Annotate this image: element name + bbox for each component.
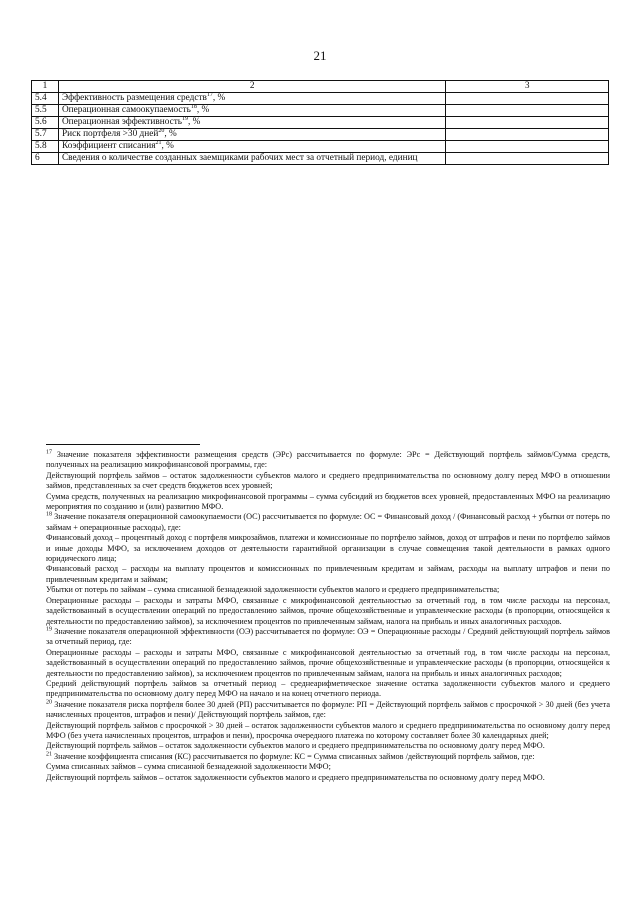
footnote-ref: 21	[155, 139, 162, 146]
row-label-text: Операционная самоокупаемость	[61, 105, 191, 115]
footnote-mark: 18	[46, 511, 52, 518]
footnote-text: Действующий портфель займов – остаток задолженности субъектов малого и среднего предпринимательства по основному долгу перед МФО в отношении займов, представленных за счет средств бюджетов всех уровней;	[46, 470, 610, 491]
row-number: 5.5	[32, 105, 59, 117]
footnote-text: Операционные расходы – расходы и затраты МФО, связанные с микрофинансовой деятельностью за отчетный год, в том числе расходы на персонал, задействованный в осуществлении операций по предоставлению займов, прочие общехозяйственные и управленческие расходы (в пропорции, относящейся к деятельности по предоставлению займов), за исключением процентов по привлеченным займам, налога на прибыль и иных аналогичных расходов;	[46, 647, 610, 678]
footnote-text: Средний действующий портфель займов за отчетный период – среднеарифметическое значение остатка задолженности субъектов малого и среднего предпринимательства по основному долгу перед МФО на начало и на конец отчетного периода.	[46, 678, 610, 699]
row-label	[58, 141, 445, 153]
footnote-mark: 20	[46, 699, 52, 706]
row-number: 5.4	[32, 93, 59, 105]
footnote-mark: 21	[46, 751, 52, 758]
row-value	[446, 153, 609, 165]
footnote-ref: 17	[206, 91, 213, 98]
table-row	[32, 117, 609, 129]
row-label-text: Коэффициент списания	[61, 141, 156, 151]
footnote-21: $^{21}$ Значение коэффициента списания (КС) рассчитывается по формуле: КС = Сумма списанных займов /действующий портфель займов, где:	[46, 751, 535, 761]
row-value	[446, 93, 609, 105]
footnote-text: Финансовый доход – процентный доход с портфеля микрозаймов, платежи и комиссионные по портфелю займов, доход от штрафов и пени по портфелю займов и иные доходы МФО, за исключением доходов от деятельности гарантийной организации в случае совмещения такой деятельности в рамках одного юридического лица;	[46, 533, 610, 564]
column-header: 1	[32, 81, 59, 93]
footnote-separator	[46, 444, 200, 445]
row-label-text: Эффективность размещения средств	[61, 93, 207, 103]
row-number: 6	[32, 153, 59, 165]
table-row	[32, 153, 609, 165]
row-unit: , %	[164, 129, 177, 139]
footnote-text: Действующий портфель займов – остаток задолженности субъектов малого и среднего предпринимательства по основному долгу перед МФО.	[46, 772, 545, 782]
row-label	[58, 129, 445, 141]
footnote-ref: 18	[190, 103, 197, 110]
footnote-19: $^{19}$ Значение показателя операционной эффективности (ОЭ) рассчитывается по формуле: ОЭ = Операционные расходы / Средний действующий портфель займов за отчетный период, где:	[46, 626, 611, 647]
row-label-text: Операционная эффективность	[61, 117, 182, 127]
footnote-ref: 19	[182, 115, 188, 122]
footnote-text: Финансовый расход – расходы на выплату процентов и комиссионных по привлеченным кредитам и займам, расходы на выплату штрафов и пени по привлеченным кредитам и займам;	[46, 564, 610, 584]
footnote-text: Сумма средств, полученных на реализацию микрофинансовой программы – сумма субсидий из бюджетов всех уровней, предоставленных МФО на реализацию мероприятия по созданию и (или) развитию МФО.	[46, 491, 610, 512]
table-header-row	[32, 81, 609, 93]
row-value	[446, 117, 609, 129]
row-number: 5.8	[32, 141, 59, 153]
row-label-text: Риск портфеля >30 дней	[61, 129, 159, 139]
column-header: 3	[446, 81, 609, 93]
row-number: 5.6	[32, 117, 59, 129]
footnote-18: $^{18}$ Значение показателя операционной самоокупаемости (ОС) рассчитывается по формуле: ОС = Финансовый доход / (Финансовый расход + убытки от потерь по займам + операционные расходы), где:	[46, 511, 610, 532]
table-row	[32, 93, 609, 105]
row-number: 5.7	[32, 129, 59, 141]
row-value	[446, 141, 609, 153]
row-label	[58, 93, 445, 105]
row-value	[446, 105, 609, 117]
row-label	[58, 117, 445, 129]
footnote-20: $^{20}$ Значение показателя риска портфеля более 30 дней (РП) рассчитывается по формуле: РП = Действующий портфель займов с просрочкой > 30 дней (без учета начисленных процентов, штрафов и пени)/ Действующий портфель займов, где:	[46, 699, 610, 720]
footnote-text: Убытки от потерь по займам – сумма списанной безнадежной задолженности субъектов малого и среднего предпринимательства;	[46, 585, 500, 595]
row-unit: , %	[188, 117, 201, 127]
row-value	[446, 129, 609, 141]
footnote-mark: 17	[46, 449, 52, 456]
row-label	[58, 105, 445, 117]
footnote-17: $^{17}$ Значение показателя эффективности размещения средств (ЭРс) рассчитывается по формуле: ЭРс = Действующий портфель займов/Сумма средств, полученных на реализацию микрофинансовой программы, где:	[46, 449, 610, 470]
footnote-text: Сумма списанных займов – сумма списанной безнадежной задолженности МФО;	[46, 762, 331, 772]
row-unit: , %	[212, 93, 226, 103]
footnote-text: Действующий портфель займов с просрочкой > 30 дней – остаток задолженности субъектов малого и среднего предпринимательства по основному долгу перед МФО (без учета начисленных процентов, штрафов и пени), просрочка очередного платежа по которому составляет более 30 календарных дней;	[46, 720, 610, 740]
footnotes	[46, 450, 610, 783]
column-header: 2	[58, 81, 445, 93]
footnote-text: Действующий портфель займов – остаток задолженности субъектов малого и среднего предпринимательства по основному долгу перед МФО.	[46, 741, 545, 751]
indicators-table	[31, 80, 609, 165]
table-row	[32, 105, 609, 117]
table-row	[32, 129, 609, 141]
table-row	[32, 141, 609, 153]
footnote-ref: 20	[158, 127, 165, 134]
footnote-mark: 19	[46, 626, 52, 633]
row-unit: , %	[161, 141, 174, 151]
page-number: 21	[313, 48, 327, 63]
row-label	[58, 153, 445, 165]
row-label-text: Сведения о количестве созданных заемщиками рабочих мест за отчетный период, единиц	[61, 153, 418, 163]
row-unit: , %	[196, 105, 210, 115]
footnote-text: Операционные расходы – расходы и затраты МФО, связанные с микрофинансовой деятельностью за отчетный год, в том числе расходы на персонал, задействованный в осуществлении операций по предоставлению займов, прочие общехозяйственные и управленческие расходы (в пропорции, относящейся к деятельности по предоставлению займов), за исключением процентов по привлеченным займам, налога на прибыль и иных аналогичных расходов.	[46, 595, 610, 626]
